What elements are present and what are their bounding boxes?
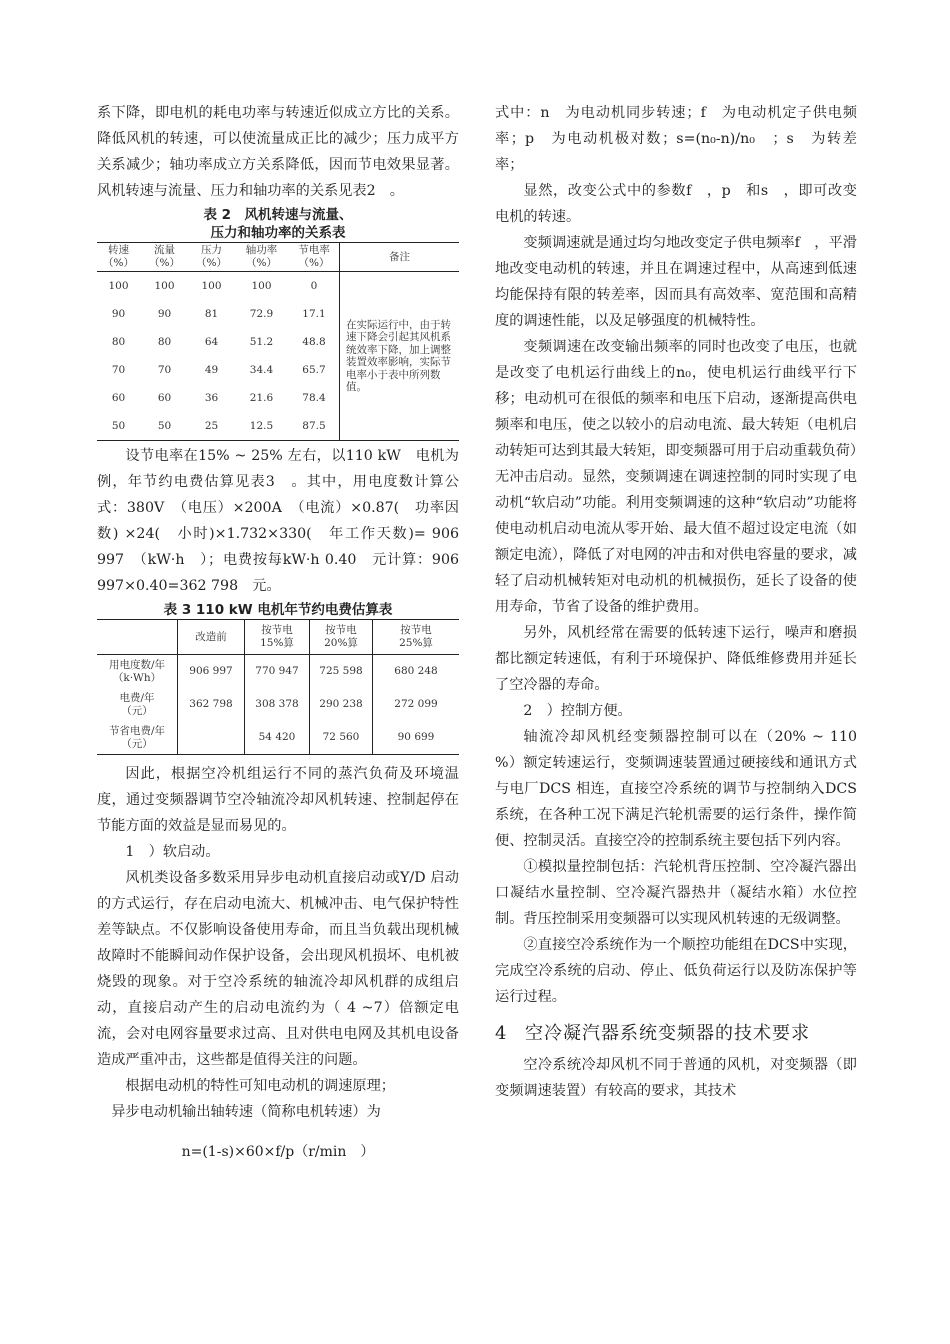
table3-caption: 表 3 110 kW 电机年节约电费估算表 [163, 602, 393, 618]
table2 [97, 242, 459, 441]
table-header: 压力 （%） [189, 243, 234, 272]
paragraph: 变频调速在改变输出频率的同时也改变了电压，也就是改变了电机运行曲线上的n₀，使电机运行曲线平行下移；电动机可在很低的频率和电压下启动，逐渐提高供电频率和电压，使之以较小的启动电流、最大转矩（电机启动转矩可达到其最大转矩，即变频器可用于启动重载负荷）无冲击启动。显然，变频调速在调速控制的同时实现了电动机“软启动”功能。利用变频调速的这种“软启动”功能将使电动机启动电流从零开始、最大值不超过设定电流（如额定电流），降低了对电网的冲击和对供电容量的要求，减轻了启动机械转矩对电动机的机械损伤，延长了设备的使用寿命，节省了设备的维护费用。 [495, 339, 857, 615]
table-row: 70 70 49 34.4 65.7 [111, 364, 326, 376]
paragraph: 设节电率在15% ~ 25% 左右，以110 kW 电机为例，年节约电费估算见表3 。其中，用电度数计算公式：380V （电压）×200A （电流）×0.87( 功率因数) ×24( 小时)×1.732×330( 年工作天数)= 906 997 （kW·h ）；电费按每kW·h 0.40 元计算：906 997×0.40=362 798 元。 [97, 448, 459, 594]
table-header: 节电率 （%） [289, 243, 340, 272]
paragraph: ②直接空冷系统作为一个顺控功能组在DCS中实现，完成空冷系统的启动、停止、低负荷运行以及防冻保护等运行过程。 [495, 937, 857, 1005]
table-header: 备注 [340, 243, 460, 272]
table-row: 节省电费/年 （元） 54 420 72 560 90 699 [97, 721, 459, 755]
paragraph: 轴流冷却风机经变频器控制可以在（20% ~ 110 %）额定转速运行，变频调速装置通过硬接线和通讯方式与电厂DCS 相连，直接空冷系统的调节与控制纳入DCS系统，在各种工况下满足汽轮机需要的运行条件，操作简便、控制灵活。直接空冷的控制系统主要包括下列内容。 [495, 729, 872, 849]
table-header: 按节电 15%算 [245, 620, 310, 655]
table-row: 电费/年 （元） 362 798 308 378 290 238 272 099 [97, 688, 459, 721]
paragraph: 因此，根据空冷机组运行不同的蒸汽负荷及环境温度，通过变频器调节空冷轴流冷却风机转速、控制起停在节能方面的效益是显而易见的。 [97, 766, 459, 834]
paragraph: 空冷系统冷却风机不同于普通的风机，对变频器（即变频调速装置）有较高的要求，其技术 [495, 1057, 857, 1099]
equation: n=(1-s)×60×f/p（r/min ） [181, 1144, 375, 1160]
table-header: 转速 （%） [97, 243, 140, 272]
paragraph: 2 ）控制方便。 [523, 703, 632, 719]
table-header-row [97, 243, 459, 272]
table-header-row [97, 620, 459, 655]
paragraph: 异步电动机输出轴转速（简称电机转速）为 [111, 1104, 381, 1120]
paragraph: 显然，改变公式中的参数f ，p 和s ，即可改变电机的转速。 [495, 183, 857, 225]
table-header: 改造前 [178, 620, 245, 655]
table-header: 按节电 20%算 [310, 620, 373, 655]
table-header: 按节电 25%算 [373, 620, 460, 655]
section-title: 空冷凝汽器系统变频器的技术要求 [525, 1023, 810, 1044]
table-note: 在实际运行中，由于转速下降会引起其风机系统效率下降，加上调整装置效率影响，实际节电率小于表中所列数值。 [340, 272, 460, 441]
paragraph: 另外，风机经常在需要的低转速下运行，噪声和磨损都比额定转速低，有利于环境保护、降低维修费用并延长了空冷器的寿命。 [495, 625, 857, 693]
right-column [495, 100, 872, 1104]
paragraph: 1 ）软启动。 [125, 844, 220, 860]
table-row: 90 90 81 72.9 17.1 [111, 308, 326, 320]
section-number: 4 [495, 1023, 508, 1044]
table-row: 用电度数/年 （k·Wh） 906 997 770 947 725 598 680 248 [97, 655, 459, 689]
paragraph: 根据电动机的特性可知电动机的调速原理； [125, 1078, 395, 1094]
paragraph: 式中：n 为电动机同步转速；f 为电动机定子供电频率；p 为电动机极对数；s=(n₀-n)/n₀ ；s 为转差率； [495, 105, 857, 173]
table-row: 60 60 36 21.6 78.4 [111, 392, 326, 404]
paragraph: ①模拟量控制包括：汽轮机背压控制、空冷凝汽器出口凝结水量控制、空冷凝汽器热井（凝结水箱）水位控制。背压控制采用变频器可以实现风机转速的无级调整。 [495, 859, 857, 927]
paragraph: 系下降，即电机的耗电功率与转速近似成立方比的关系。降低风机的转速，可以使流量成正比的减少；压力成平方关系减少；轴功率成立方关系降低，因而节电效果显著。风机转速与流量、压力和轴功率的关系见表2 。 [97, 105, 459, 199]
table-row: 100 100 100 100 0 在实际运行中，由于转速下降会引起其风机系统效率下降，加上调整装置效率影响，实际节电率小于表中所列数值。 [97, 272, 459, 301]
paragraph: 变频调速就是通过均匀地改变定子供电频率f ，平滑地改变电动机的转速，并且在调速过程中，从高速到低速均能保持有限的转差率，因而具有高效率、宽范围和高精度的调速性能，以及足够强度的机械特性。 [495, 235, 857, 329]
table2-caption: 表 2 风机转速与流量、 压力和轴功率的关系表 [203, 207, 353, 241]
left-column [97, 100, 459, 1165]
section-heading [495, 1022, 857, 1046]
table-row: 80 80 64 51.2 48.8 [111, 336, 326, 348]
table3 [97, 619, 459, 755]
table-header [97, 620, 178, 655]
table-header: 流量 （%） [140, 243, 189, 272]
table-header: 轴功率 （%） [234, 243, 289, 272]
paragraph: 风机类设备多数采用异步电动机直接启动或Y/D 启动的方式运行，存在启动电流大、机械冲击、电气保护特性差等缺点。不仅影响设备使用寿命，而且当负载出现机械故障时不能瞬间动作保护设备，会出现风机损坏、电机被烧毁的现象。对于空冷系统的轴流冷却风机群的成组启动，直接启动产生的启动电流约为（ 4 ~7）倍额定电流，会对电网容量要求过高、且对供电电网及其机电设备造成严重冲击，这些都是值得关注的问题。 [97, 870, 459, 1068]
table-row: 50 50 25 12.5 87.5 [111, 420, 326, 432]
